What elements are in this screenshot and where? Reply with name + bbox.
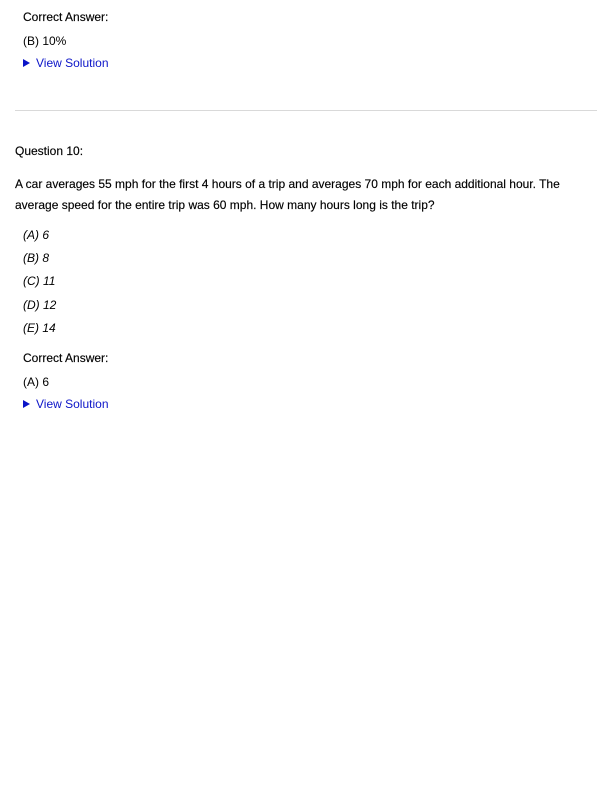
correct-answer-label: Correct Answer:	[23, 351, 109, 365]
disclosure-triangle-icon	[23, 400, 30, 408]
previous-correct-answer-label: Correct Answer:	[23, 10, 109, 24]
question-heading: Question 10:	[15, 144, 84, 158]
question-text: A car averages 55 mph for the first 4 hours of a trip and averages 70 mph for each additional hour. The average speed for the entire trip was 60 mph. How many hours long is the trip?	[15, 177, 560, 212]
correct-answer-value: (A) 6	[23, 375, 50, 389]
view-solution-toggle[interactable]	[23, 397, 109, 411]
answer-choices	[23, 224, 56, 340]
section-divider	[15, 110, 597, 111]
choice-b: (B) 8	[23, 251, 50, 266]
choice-a: (A) 6	[23, 228, 50, 242]
previous-view-solution-toggle[interactable]	[23, 56, 109, 70]
choice-d: (D) 12	[23, 297, 57, 312]
choice-c: (C) 11	[23, 274, 56, 289]
previous-correct-answer-value: (B) 10%	[23, 34, 67, 48]
disclosure-triangle-icon	[23, 59, 30, 67]
view-solution-label: View Solution	[36, 397, 109, 411]
choice-e: (E) 14	[23, 320, 56, 335]
previous-view-solution-label: View Solution	[36, 56, 109, 70]
